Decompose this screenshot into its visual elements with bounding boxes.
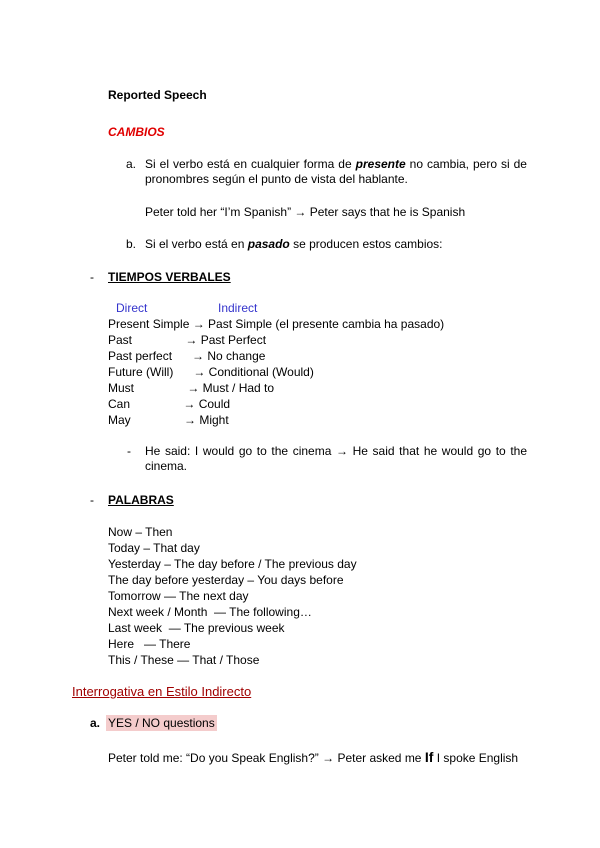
tiempos-bullet: -	[90, 270, 94, 284]
word-row: The day before yesterday – You days before	[108, 573, 344, 587]
word-row: Now – Then	[108, 525, 173, 539]
cambios-b-marker: b.	[126, 237, 137, 251]
col-direct: Direct	[116, 301, 148, 315]
tense-row: Past → Past Perfect	[108, 333, 267, 347]
palabras-bullet: -	[90, 493, 94, 507]
word-row: Here — There	[108, 637, 191, 651]
cambios-a-text: Si el verbo está en cualquier forma de presente no cambia, pero si de pronombres según el punto de vista del hablante.	[145, 157, 527, 186]
tense-row: Can → Could	[108, 397, 231, 411]
interrogativa-heading: Interrogativa en Estilo Indirecto	[72, 684, 252, 699]
word-row: Yesterday – The day before / The previous day	[108, 557, 357, 571]
yesno-example: Peter told me: “Do you Speak English?” → Peter asked me If I spoke English	[108, 749, 519, 765]
tense-row: Past perfect → No change	[108, 349, 266, 363]
yesno-label: YES / NO questions	[108, 716, 215, 730]
page-title: Reported Speech	[108, 88, 207, 102]
tense-row: Must → Must / Had to	[108, 381, 275, 395]
tiempos-heading: TIEMPOS VERBALES	[108, 270, 231, 284]
tense-row: Future (Will) → Conditional (Would)	[108, 365, 314, 379]
cambios-heading: CAMBIOS	[108, 125, 165, 139]
tiempos-example-bullet: -	[127, 444, 131, 458]
col-indirect: Indirect	[218, 301, 258, 315]
word-row: Last week — The previous week	[108, 621, 285, 635]
cambios-b-text: Si el verbo está en pasado se producen estos cambios:	[145, 237, 443, 251]
tiempos-example: He said: I would go to the cinema → He said that he would go to the cinema.	[145, 444, 527, 473]
tense-row: May → Might	[108, 413, 229, 427]
tense-row: Present Simple → Past Simple (el presente cambia ha pasado)	[108, 317, 445, 331]
yesno-marker: a.	[90, 716, 101, 730]
cambios-a-example: Peter told her “I’m Spanish” → Peter says that he is Spanish	[145, 205, 466, 219]
word-row: Tomorrow — The next day	[108, 589, 249, 603]
word-row: This / These — That / Those	[108, 653, 260, 667]
word-row: Next week / Month — The following…	[108, 605, 312, 619]
word-row: Today – That day	[108, 541, 200, 555]
palabras-heading: PALABRAS	[108, 493, 174, 507]
cambios-a-marker: a.	[126, 157, 137, 171]
